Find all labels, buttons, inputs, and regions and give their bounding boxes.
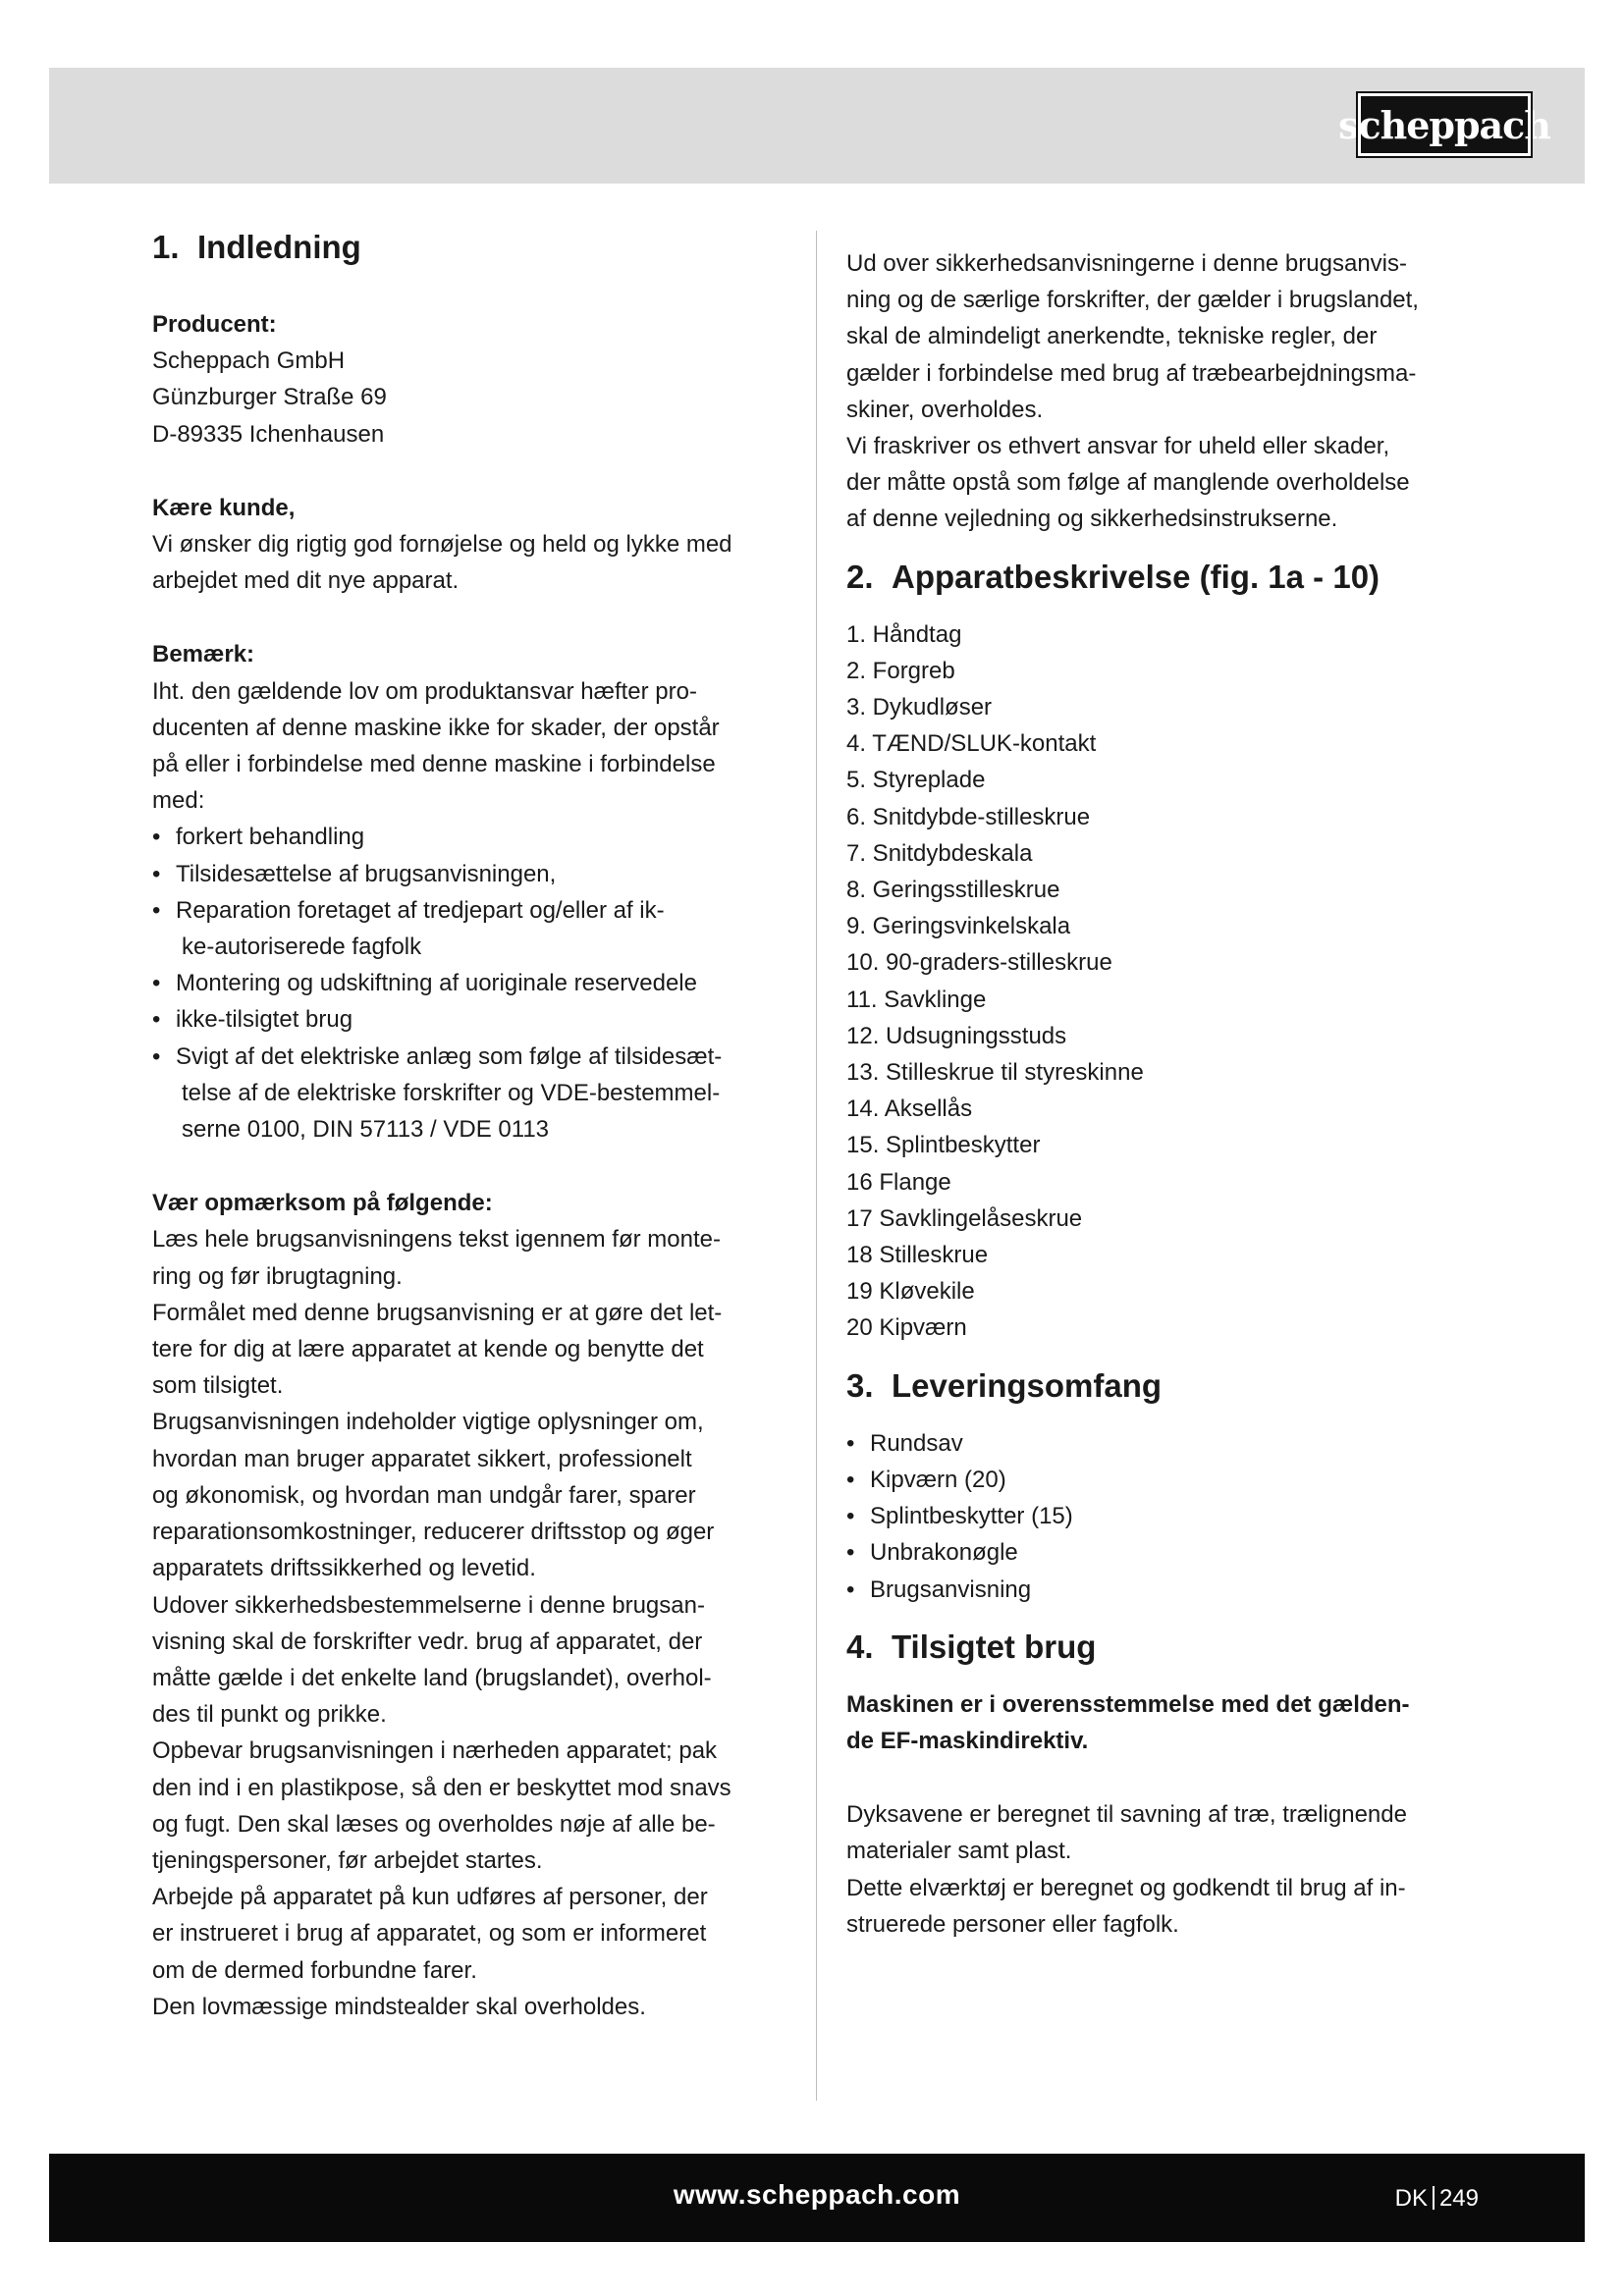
directive-line: Maskinen er i overensstemmelse med det gælden- [846, 1690, 1410, 1718]
right-column [846, 226, 1485, 1943]
list-item: 9. Geringsvinkelskala [846, 913, 1071, 940]
list-item: 10. 90-graders-stilleskrue [846, 949, 1112, 977]
greeting-label: Kære kunde, [152, 494, 296, 521]
website-url: www.scheppach.com [673, 2179, 961, 2210]
list-item: 15. Splintbeskytter [846, 1132, 1041, 1159]
attention-line: Arbejde på apparatet på kun udføres af personer, der [152, 1884, 708, 1911]
list-item: 2. Forgreb [846, 657, 955, 684]
liability-list [152, 819, 788, 1148]
intended-use-block [846, 1796, 1485, 1943]
list-item: 8. Geringsstilleskrue [846, 877, 1060, 904]
note-line: ducenten af denne maskine ikke for skader, der opstår [152, 714, 720, 741]
list-item: • Tilsidesættelse af brugsanvisningen, [152, 856, 788, 892]
list-item: • Rundsav [846, 1425, 1485, 1462]
list-item: 11. Savklinge [846, 986, 987, 1013]
attention-line: den ind i en plastikpose, så den er beskyttet mod snavs [152, 1774, 731, 1801]
attention-line: er instrueret i brug af apparatet, og som er informeret [152, 1920, 707, 1948]
attention-line: hvordan man bruger apparatet sikkert, professionelt [152, 1445, 692, 1472]
producer-block [152, 306, 788, 453]
greeting-line: Vi ønsker dig rigtig god fornøjelse og held og lykke med [152, 531, 732, 559]
attention-block [152, 1185, 788, 2025]
list-item: • Splintbeskytter (15) [846, 1498, 1485, 1534]
scheppach-logo: scheppach [1358, 93, 1531, 156]
attention-line: tere for dig at lære apparatet at kende og benytte det [152, 1336, 704, 1363]
intro-block [846, 245, 1485, 538]
list-item: • Brugsanvisning [846, 1572, 1485, 1608]
list-item: • Reparation foretaget af tredjepart og/eller af ik- ke-autoriserede fagfolk [152, 892, 788, 965]
attention-line: Formålet med denne brugsanvisning er at gøre det let- [152, 1299, 723, 1326]
list-item: • Montering og udskiftning af uoriginale reservedele [152, 965, 788, 1001]
intro-line: Ud over sikkerhedsanvisningerne i denne brugsanvis- [846, 250, 1407, 277]
list-item: 4. TÆND/SLUK-kontakt [846, 730, 1097, 758]
producer-line: D-89335 Ichenhausen [152, 420, 385, 448]
note-label: Bemærk: [152, 641, 255, 668]
directive-block [846, 1686, 1485, 1759]
attention-line: Opbevar brugsanvisningen i nærheden apparatet; pak [152, 1737, 718, 1765]
use-line: Dette elværktøj er beregnet og godkendt til brug af in- [846, 1874, 1406, 1901]
intro-line: af denne vejledning og sikkerhedsinstrukserne. [846, 506, 1338, 533]
producer-label: Producent: [152, 311, 277, 338]
section-4-heading: 4. Tilsigtet brug [846, 1628, 1097, 1665]
attention-line: Udover sikkerhedsbestemmelserne i denne brugsan- [152, 1591, 705, 1619]
list-item: 18 Stilleskrue [846, 1242, 989, 1269]
delivery-list [846, 1425, 1485, 1608]
intro-line: skal de almindeligt anerkendte, tekniske regler, der [846, 323, 1378, 350]
use-line: Dyksavene er beregnet til savning af træ, trælignende [846, 1801, 1407, 1829]
parts-list [846, 616, 1485, 1347]
page-indicator [1395, 2185, 1479, 2213]
attention-line: des til punkt og prikke. [152, 1701, 387, 1729]
intro-line: gælder i forbindelse med brug af træbearbejdningsma- [846, 359, 1417, 387]
attention-line: Brugsanvisningen indeholder vigtige oplysninger om, [152, 1409, 704, 1436]
intro-line: skiner, overholdes. [846, 396, 1044, 423]
attention-line: ring og før ibrugtagning. [152, 1262, 403, 1290]
list-item: • forkert behandling [152, 819, 788, 855]
list-item: 17 Savklingelåseskrue [846, 1204, 1083, 1232]
page-number: 249 [1438, 2185, 1479, 2212]
attention-line: om de dermed forbundne farer. [152, 1956, 477, 1984]
intro-line: der måtte opstå som følge af manglende overholdelse [846, 469, 1410, 497]
attention-line: som tilsigtet. [152, 1372, 284, 1400]
list-item: 7. Snitdybdeskala [846, 839, 1033, 867]
header-band [49, 68, 1585, 184]
use-line: materialer samt plast. [846, 1838, 1072, 1865]
list-item: • ikke-tilsigtet brug [152, 1001, 788, 1038]
attention-label: Vær opmærksom på følgende: [152, 1190, 493, 1217]
list-item: 3. Dykudløser [846, 694, 993, 721]
page-separator [1433, 2186, 1435, 2210]
attention-line: og fugt. Den skal læses og overholdes nøje af alle be- [152, 1810, 716, 1838]
attention-line: måtte gælde i det enkelte land (brugslandet), overhol- [152, 1664, 712, 1691]
attention-line: visning skal de forskrifter vedr. brug af apparatet, der [152, 1628, 703, 1655]
note-line: Iht. den gældende lov om produktansvar hæfter pro- [152, 677, 697, 705]
list-item: 13. Stilleskrue til styreskinne [846, 1059, 1144, 1087]
attention-line: Den lovmæssige mindstealder skal overholdes. [152, 1993, 646, 2020]
section-2-heading: 2. Apparatbeskrivelse (fig. 1a - 10) [846, 558, 1380, 595]
list-item: 19 Kløvekile [846, 1278, 975, 1306]
attention-line: reparationsomkostninger, reducerer driftsstop og øger [152, 1519, 715, 1546]
producer-line: Scheppach GmbH [152, 347, 346, 375]
attention-line: tjeningspersoner, før arbejdet startes. [152, 1846, 543, 1874]
producer-line: Günzburger Straße 69 [152, 384, 387, 411]
note-line: på eller i forbindelse med denne maskine i forbindelse [152, 751, 716, 778]
left-column [152, 226, 788, 2025]
list-item: 12. Udsugningsstuds [846, 1022, 1067, 1049]
section-3-heading: 3. Leveringsomfang [846, 1366, 1163, 1404]
use-line: struerede personer eller fagfolk. [846, 1910, 1179, 1938]
list-item: 1. Håndtag [846, 620, 962, 648]
list-item: 20 Kipværn [846, 1314, 967, 1342]
list-item: 14. Aksellås [846, 1095, 973, 1123]
intro-line: ning og de særlige forskrifter, der gælder i brugslandet, [846, 287, 1419, 314]
list-item: 16 Flange [846, 1168, 951, 1196]
attention-line: apparatets driftssikkerhed og levetid. [152, 1555, 536, 1582]
note-line: med: [152, 787, 205, 815]
list-item: 6. Snitdybde-stilleskrue [846, 803, 1091, 830]
attention-line: Læs hele brugsanvisningens tekst igennem før monte- [152, 1226, 721, 1254]
language-code: DK [1394, 2185, 1428, 2212]
note-block [152, 636, 788, 1148]
footer-band [49, 2154, 1585, 2242]
directive-line: de EF-maskindirektiv. [846, 1727, 1089, 1754]
intro-line: Vi fraskriver os ethvert ansvar for uheld eller skader, [846, 433, 1390, 460]
greeting-block [152, 490, 788, 600]
greeting-line: arbejdet med dit nye apparat. [152, 567, 460, 595]
list-item: • Unbrakonøgle [846, 1534, 1485, 1571]
list-item: • Svigt af det elektriske anlæg som følge af tilsidesæt- telse af de elektriske forskrifter og VDE-bestemmel- serne 0100, DIN 57113 / VDE 0113 [152, 1039, 788, 1148]
list-item: 5. Styreplade [846, 767, 986, 794]
column-divider [816, 231, 817, 2101]
attention-line: og økonomisk, og hvordan man undgår farer, sparer [152, 1481, 696, 1509]
list-item: • Kipværn (20) [846, 1462, 1485, 1498]
section-1-heading: 1. Indledning [152, 229, 361, 265]
